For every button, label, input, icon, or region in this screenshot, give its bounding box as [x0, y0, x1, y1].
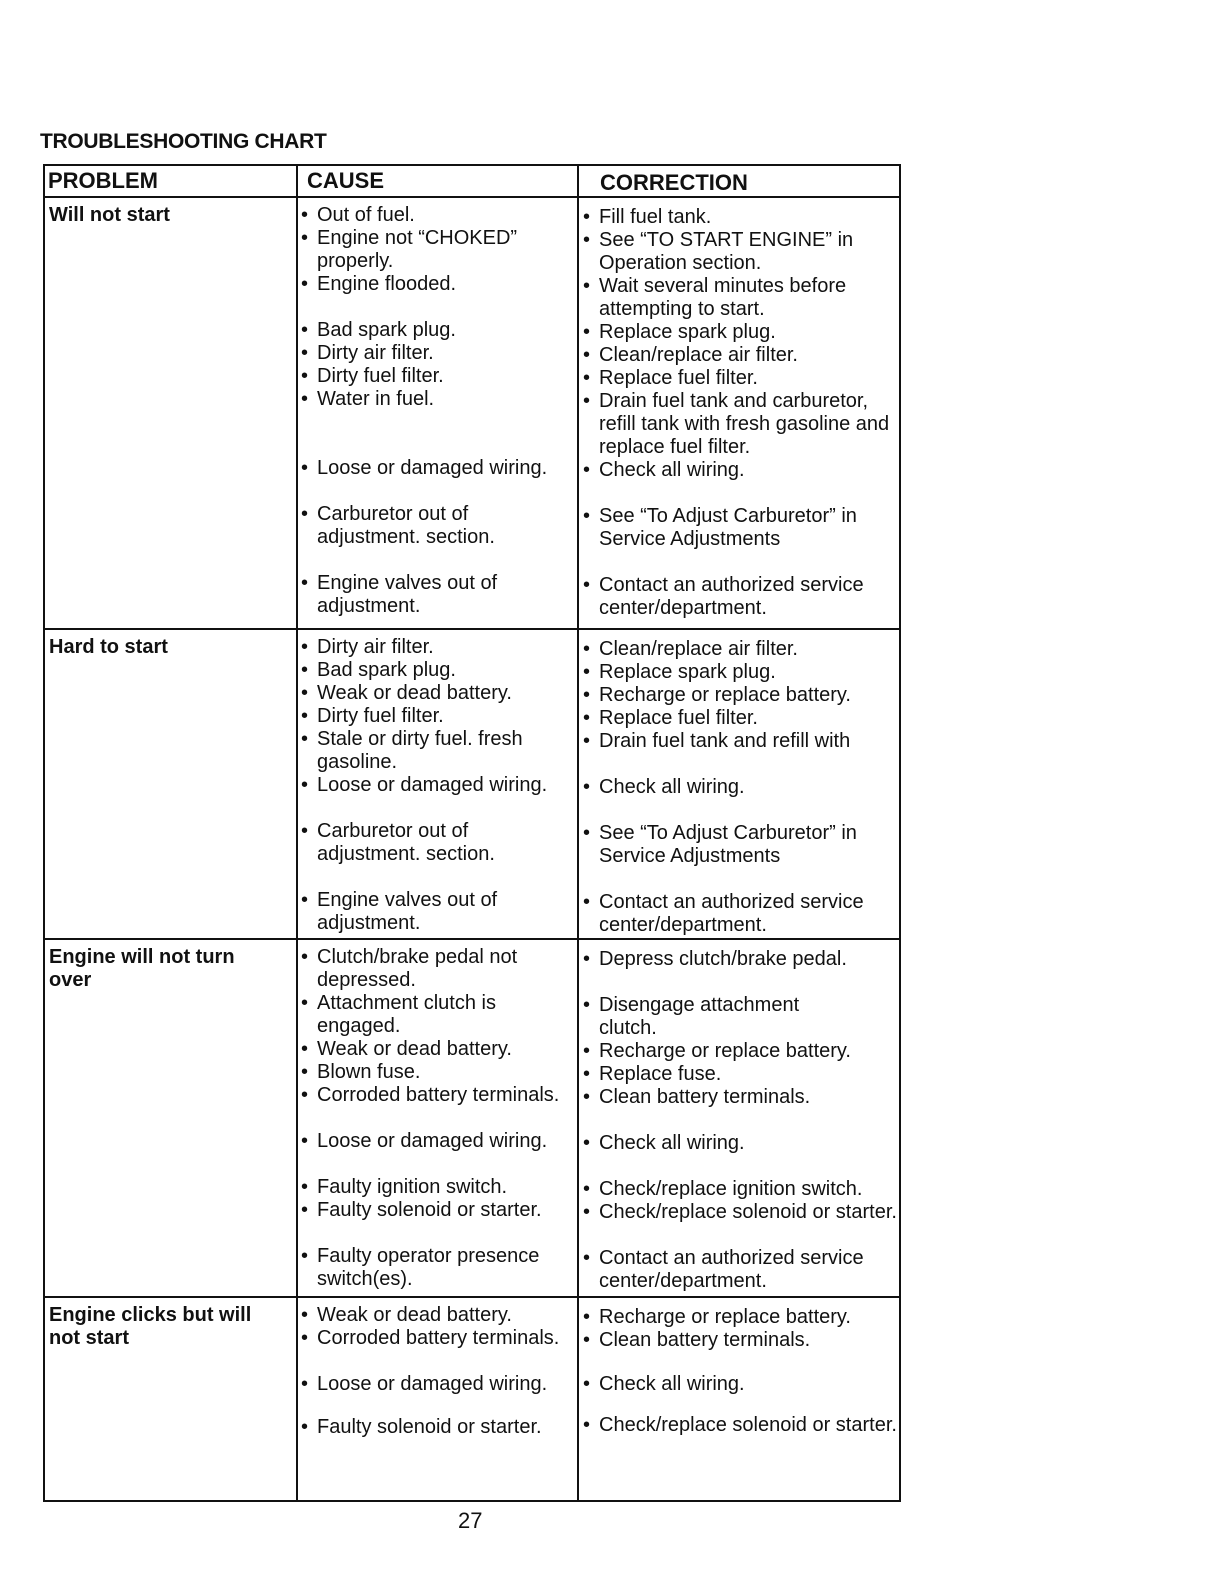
cause-item: • Bad spark plug.: [301, 319, 569, 342]
cause-item: • Dirty air filter.: [301, 636, 569, 659]
table-row: [45, 630, 899, 938]
cause-item: • Dirty fuel filter.: [301, 365, 569, 388]
correction-item: • Replace fuse.: [583, 1063, 899, 1086]
correction-item: • Replace fuel filter.: [583, 707, 899, 730]
correction-item: • Check all wiring.: [583, 459, 899, 482]
correction-item: • Check all wiring.: [583, 776, 899, 799]
cause-item: • Water in fuel.: [301, 388, 569, 411]
problem-label: Engine will not turn over: [49, 946, 235, 991]
cause-item: • Bad spark plug.: [301, 659, 569, 682]
correction-item: • Clean battery terminals.: [583, 1329, 899, 1352]
correction-item: • Contact an authorized service center/department.: [583, 891, 899, 937]
correction-item: • Check/replace solenoid or starter.: [583, 1201, 899, 1224]
cause-item: • Faulty solenoid or starter.: [301, 1199, 569, 1222]
correction-item: • Contact an authorized service center/department.: [583, 1247, 899, 1293]
correction-item: • See “TO START ENGINE” in Operation section.: [583, 229, 899, 275]
cause-item: • Dirty air filter.: [301, 342, 569, 365]
cause-item: • Faulty ignition switch.: [301, 1176, 569, 1199]
cause-item: • Clutch/brake pedal not depressed.: [301, 946, 569, 992]
cause-item: • Loose or damaged wiring.: [301, 774, 569, 797]
table-row: [45, 198, 899, 628]
correction-item: • Check all wiring.: [583, 1373, 899, 1396]
cause-item: • Weak or dead battery.: [301, 1304, 569, 1327]
cause-item: • Out of fuel.: [301, 204, 569, 227]
correction-item: • Clean/replace air filter.: [583, 344, 899, 367]
table-row: [45, 1298, 899, 1500]
cause-item: • Corroded battery terminals.: [301, 1084, 569, 1107]
problem-label: Engine clicks but will not start: [49, 1304, 252, 1349]
correction-item: • Depress clutch/brake pedal.: [583, 948, 899, 971]
correction-item: • Contact an authorized service center/department.: [583, 574, 899, 620]
correction-item: • Clean/replace air filter.: [583, 638, 899, 661]
correction-item: • Replace fuel filter.: [583, 367, 899, 390]
cause-item: • Weak or dead battery.: [301, 682, 569, 705]
problem-label: Will not start: [49, 204, 170, 226]
cause-item: • Engine flooded.: [301, 273, 569, 296]
cause-item: • Blown fuse.: [301, 1061, 569, 1084]
correction-item: • Fill fuel tank.: [583, 206, 899, 229]
correction-item: • Clean battery terminals.: [583, 1086, 899, 1109]
header-correction: CORRECTION: [600, 170, 748, 195]
correction-item: • Drain fuel tank and carburetor, refill tank with fresh gasoline and replace fuel filter.: [583, 390, 899, 459]
table-row: [45, 940, 899, 1296]
header-cause: CAUSE: [307, 168, 385, 193]
correction-item: • Replace spark plug.: [583, 661, 899, 684]
correction-item: • Check/replace solenoid or starter.: [583, 1414, 899, 1437]
page-number: 27: [458, 1508, 483, 1533]
troubleshooting-table: [43, 164, 901, 1502]
cause-item: • Carburetor out of adjustment. section.: [301, 820, 517, 866]
cause-item: • Attachment clutch is engaged.: [301, 992, 569, 1038]
correction-item: • Replace spark plug.: [583, 321, 899, 344]
cause-item: • Loose or damaged wiring.: [301, 1130, 569, 1153]
cause-item: • Loose or damaged wiring.: [301, 457, 569, 480]
cause-item: • Carburetor out of adjustment. section.: [301, 503, 517, 549]
correction-item: • Disengage attachment clutch.: [583, 994, 859, 1040]
correction-item: • Drain fuel tank and refill with: [583, 730, 899, 753]
cause-item: • Corroded battery terminals.: [301, 1327, 569, 1350]
cause-item: • Dirty fuel filter.: [301, 705, 569, 728]
correction-item: • Recharge or replace battery.: [583, 1306, 899, 1329]
correction-item: • Wait several minutes before attempting to start.: [583, 275, 899, 321]
header-problem: PROBLEM: [48, 168, 158, 193]
correction-item: • Check all wiring.: [583, 1132, 899, 1155]
cause-item: • Weak or dead battery.: [301, 1038, 569, 1061]
problem-label: Hard to start: [49, 636, 168, 658]
cause-item: • Engine valves out of adjustment.: [301, 572, 569, 618]
correction-item: • See “To Adjust Carburetor” in Service Adjustments: [583, 822, 899, 868]
cause-item: • Engine not “CHOKED” properly.: [301, 227, 569, 273]
cause-item: • Engine valves out of adjustment.: [301, 889, 569, 935]
correction-item: • Recharge or replace battery.: [583, 684, 899, 707]
cause-item: • Stale or dirty fuel. fresh gasoline.: [301, 728, 527, 774]
correction-item: • See “To Adjust Carburetor” in Service Adjustments: [583, 505, 899, 551]
chart-title: TROUBLESHOOTING CHART: [40, 130, 327, 153]
cause-item: • Faulty operator presence switch(es).: [301, 1245, 569, 1291]
correction-item: • Check/replace ignition switch.: [583, 1178, 899, 1201]
cause-item: • Faulty solenoid or starter.: [301, 1416, 569, 1439]
correction-item: • Recharge or replace battery.: [583, 1040, 899, 1063]
cause-item: • Loose or damaged wiring.: [301, 1373, 569, 1396]
